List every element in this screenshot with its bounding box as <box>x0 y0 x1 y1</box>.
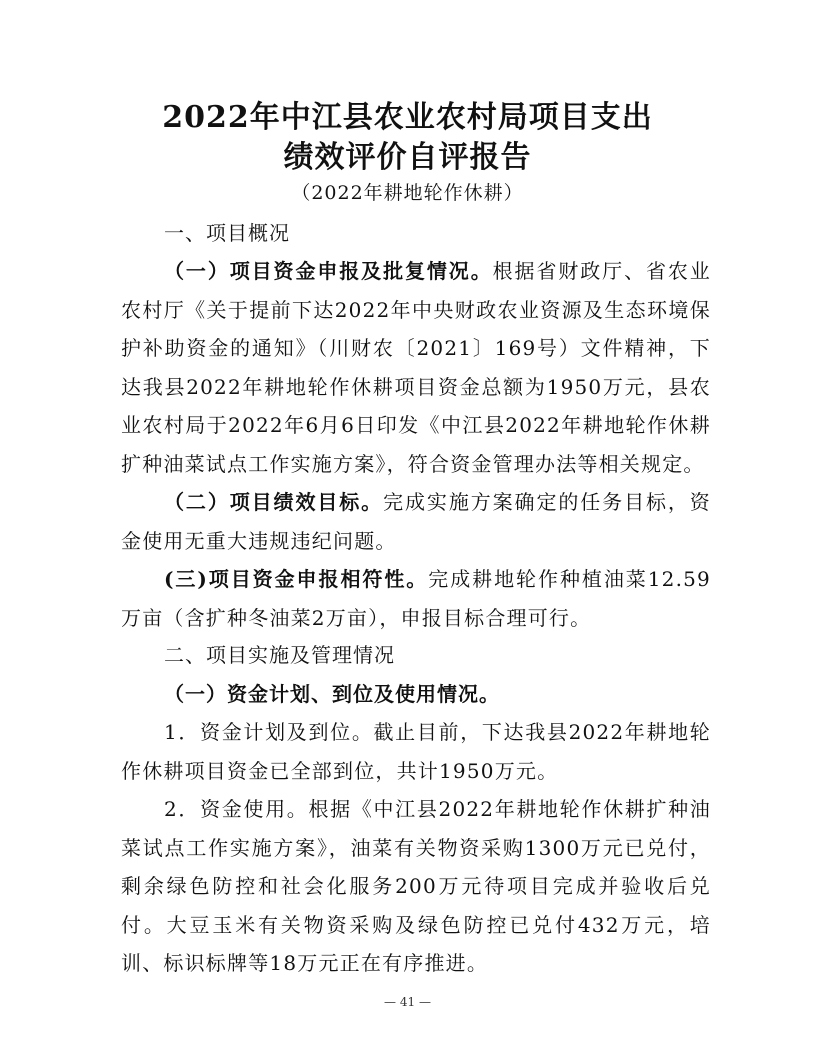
section-heading-implementation: 二、项目实施及管理情况 <box>164 643 395 667</box>
paragraph-funding-approval <box>121 252 711 483</box>
paragraph-funds-arrival: 1．资金计划及到位。截止目前，下达我县2022年耕地轮作休耕项目资金已全部到位，共计1950万元。 <box>121 720 711 783</box>
paragraph-funds-usage: 2．资金使用。根据《中江县2022年耕地轮作休耕扩种油菜试点工作实施方案》，油菜有关物资采购1300万元已兑付，剩余绿色防控和社会化服务200万元待项目完成并验收后兑付。大豆玉米有关物资采购及绿色防控已兑付432万元，培训、标识标牌等18万元正在有序推进。 <box>121 797 711 975</box>
report-subtitle: （2022年耕地轮作休耕） <box>291 182 524 204</box>
paragraph-lead: (三)项目资金申报相符性。 <box>164 567 429 591</box>
paragraph-lead: （一）项目资金申报及批复情况。 <box>164 259 493 283</box>
paragraph-text: 完成耕地轮作种植油菜12.59万亩（含扩种冬油菜2万亩），申报目标合理可行。 <box>121 567 711 630</box>
paragraph-text: 完成实施方案确定的任务目标，资金使用无重大违规违纪问题。 <box>121 490 712 553</box>
paragraph-text: 根据省财政厅、省农业农村厅《关于提前下达2022年中央财政农业资源及生态环境保护补助资金的通知》（川财农〔2021〕169号）文件精神，下达我县2022年耕地轮作休耕项目资金总额为1950万元，县农业农村局于2022年6月6日印发《中江县2022年耕地轮作休耕扩种油菜试点工作实施方案》，符合资金管理办法等相关规定。 <box>121 259 711 476</box>
section-heading-overview: 一、项目概况 <box>164 221 290 245</box>
report-title-line2: 绩效评价自评报告 <box>283 140 532 175</box>
paragraph-conformity <box>121 560 711 637</box>
paragraph-performance-goal <box>121 483 711 560</box>
paragraph-lead: （二）项目绩效目标。 <box>164 490 384 514</box>
subsection-heading-funds: （一）资金计划、到位及使用情况。 <box>164 682 500 706</box>
report-title-line1: 2022年中江县农业农村局项目支出 <box>162 100 653 135</box>
page-number: — 41 — <box>384 995 431 1009</box>
